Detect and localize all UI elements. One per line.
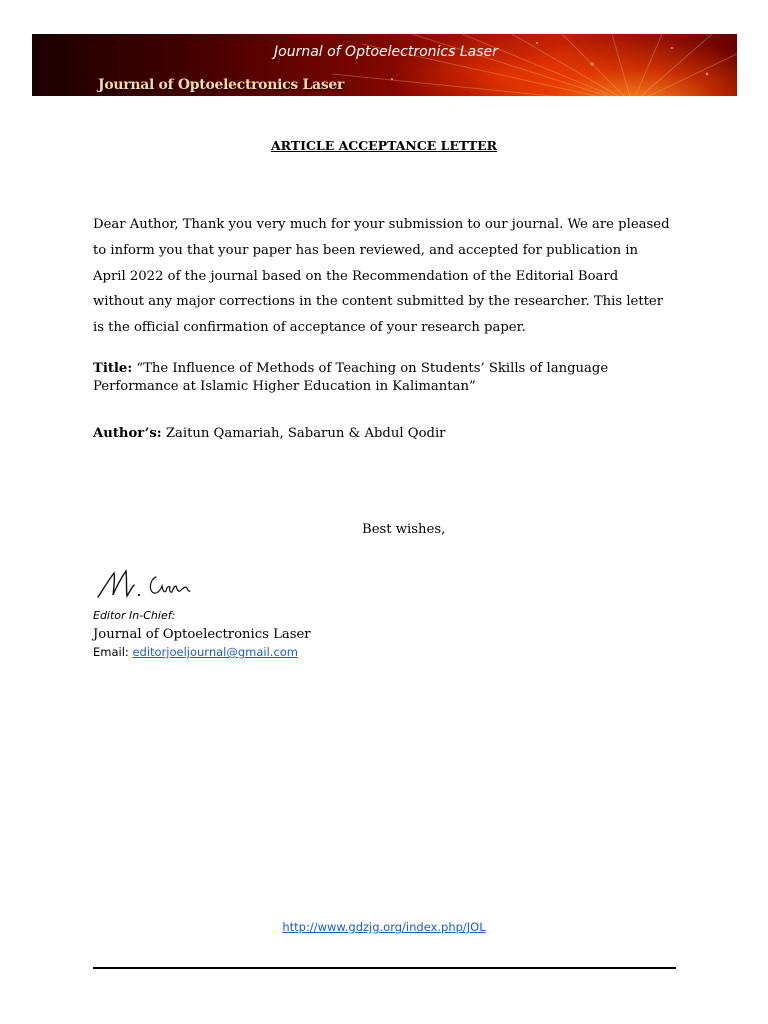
authors-value: Zaitun Qamariah, Sabarun & Abdul Qodir: [165, 426, 446, 441]
banner-journal-title-logo: Journal of Optoelectronics Laser: [98, 77, 345, 93]
editor-role: Editor In-Chief:: [93, 609, 176, 622]
editor-journal-name: Journal of Optoelectronics Laser: [93, 627, 311, 642]
authors-label: Author’s:: [93, 426, 162, 441]
closing-salutation: Best wishes,: [362, 522, 446, 537]
journal-banner: [32, 34, 737, 96]
footer-website-link[interactable]: http://www.gdzjg.org/index.php/JOL: [282, 920, 486, 934]
email-link[interactable]: editorjoeljournal@gmail.com: [132, 645, 299, 659]
authors-line: [93, 426, 673, 441]
letter-body: Dear Author, Thank you very much for your submission to our journal. We are pleased to inform you that your paper has been reviewed, and accepted for publication in April 2022 of the journal based on the Recommendation of the Editorial Board without any major corrections in the content submitted by the researcher. This letter is the official confirmation of acceptance of your research paper.: [93, 217, 670, 336]
paper-title-label: Title:: [93, 361, 133, 376]
footer-url-container: [0, 920, 768, 934]
letter-heading: ARTICLE ACCEPTANCE LETTER: [270, 138, 498, 153]
banner-journal-title-script: Journal of Optoelectronics Laser: [274, 44, 498, 60]
email-label: Email:: [93, 645, 129, 659]
footer-divider: [93, 967, 676, 969]
editor-signature: [94, 565, 204, 605]
paper-title-block: [93, 360, 673, 396]
editor-email-line: [93, 645, 298, 659]
paper-title-value: “The Influence of Methods of Teaching on Students’ Skills of language Performance at Islamic Higher Education in Kalimantan”: [93, 361, 609, 394]
